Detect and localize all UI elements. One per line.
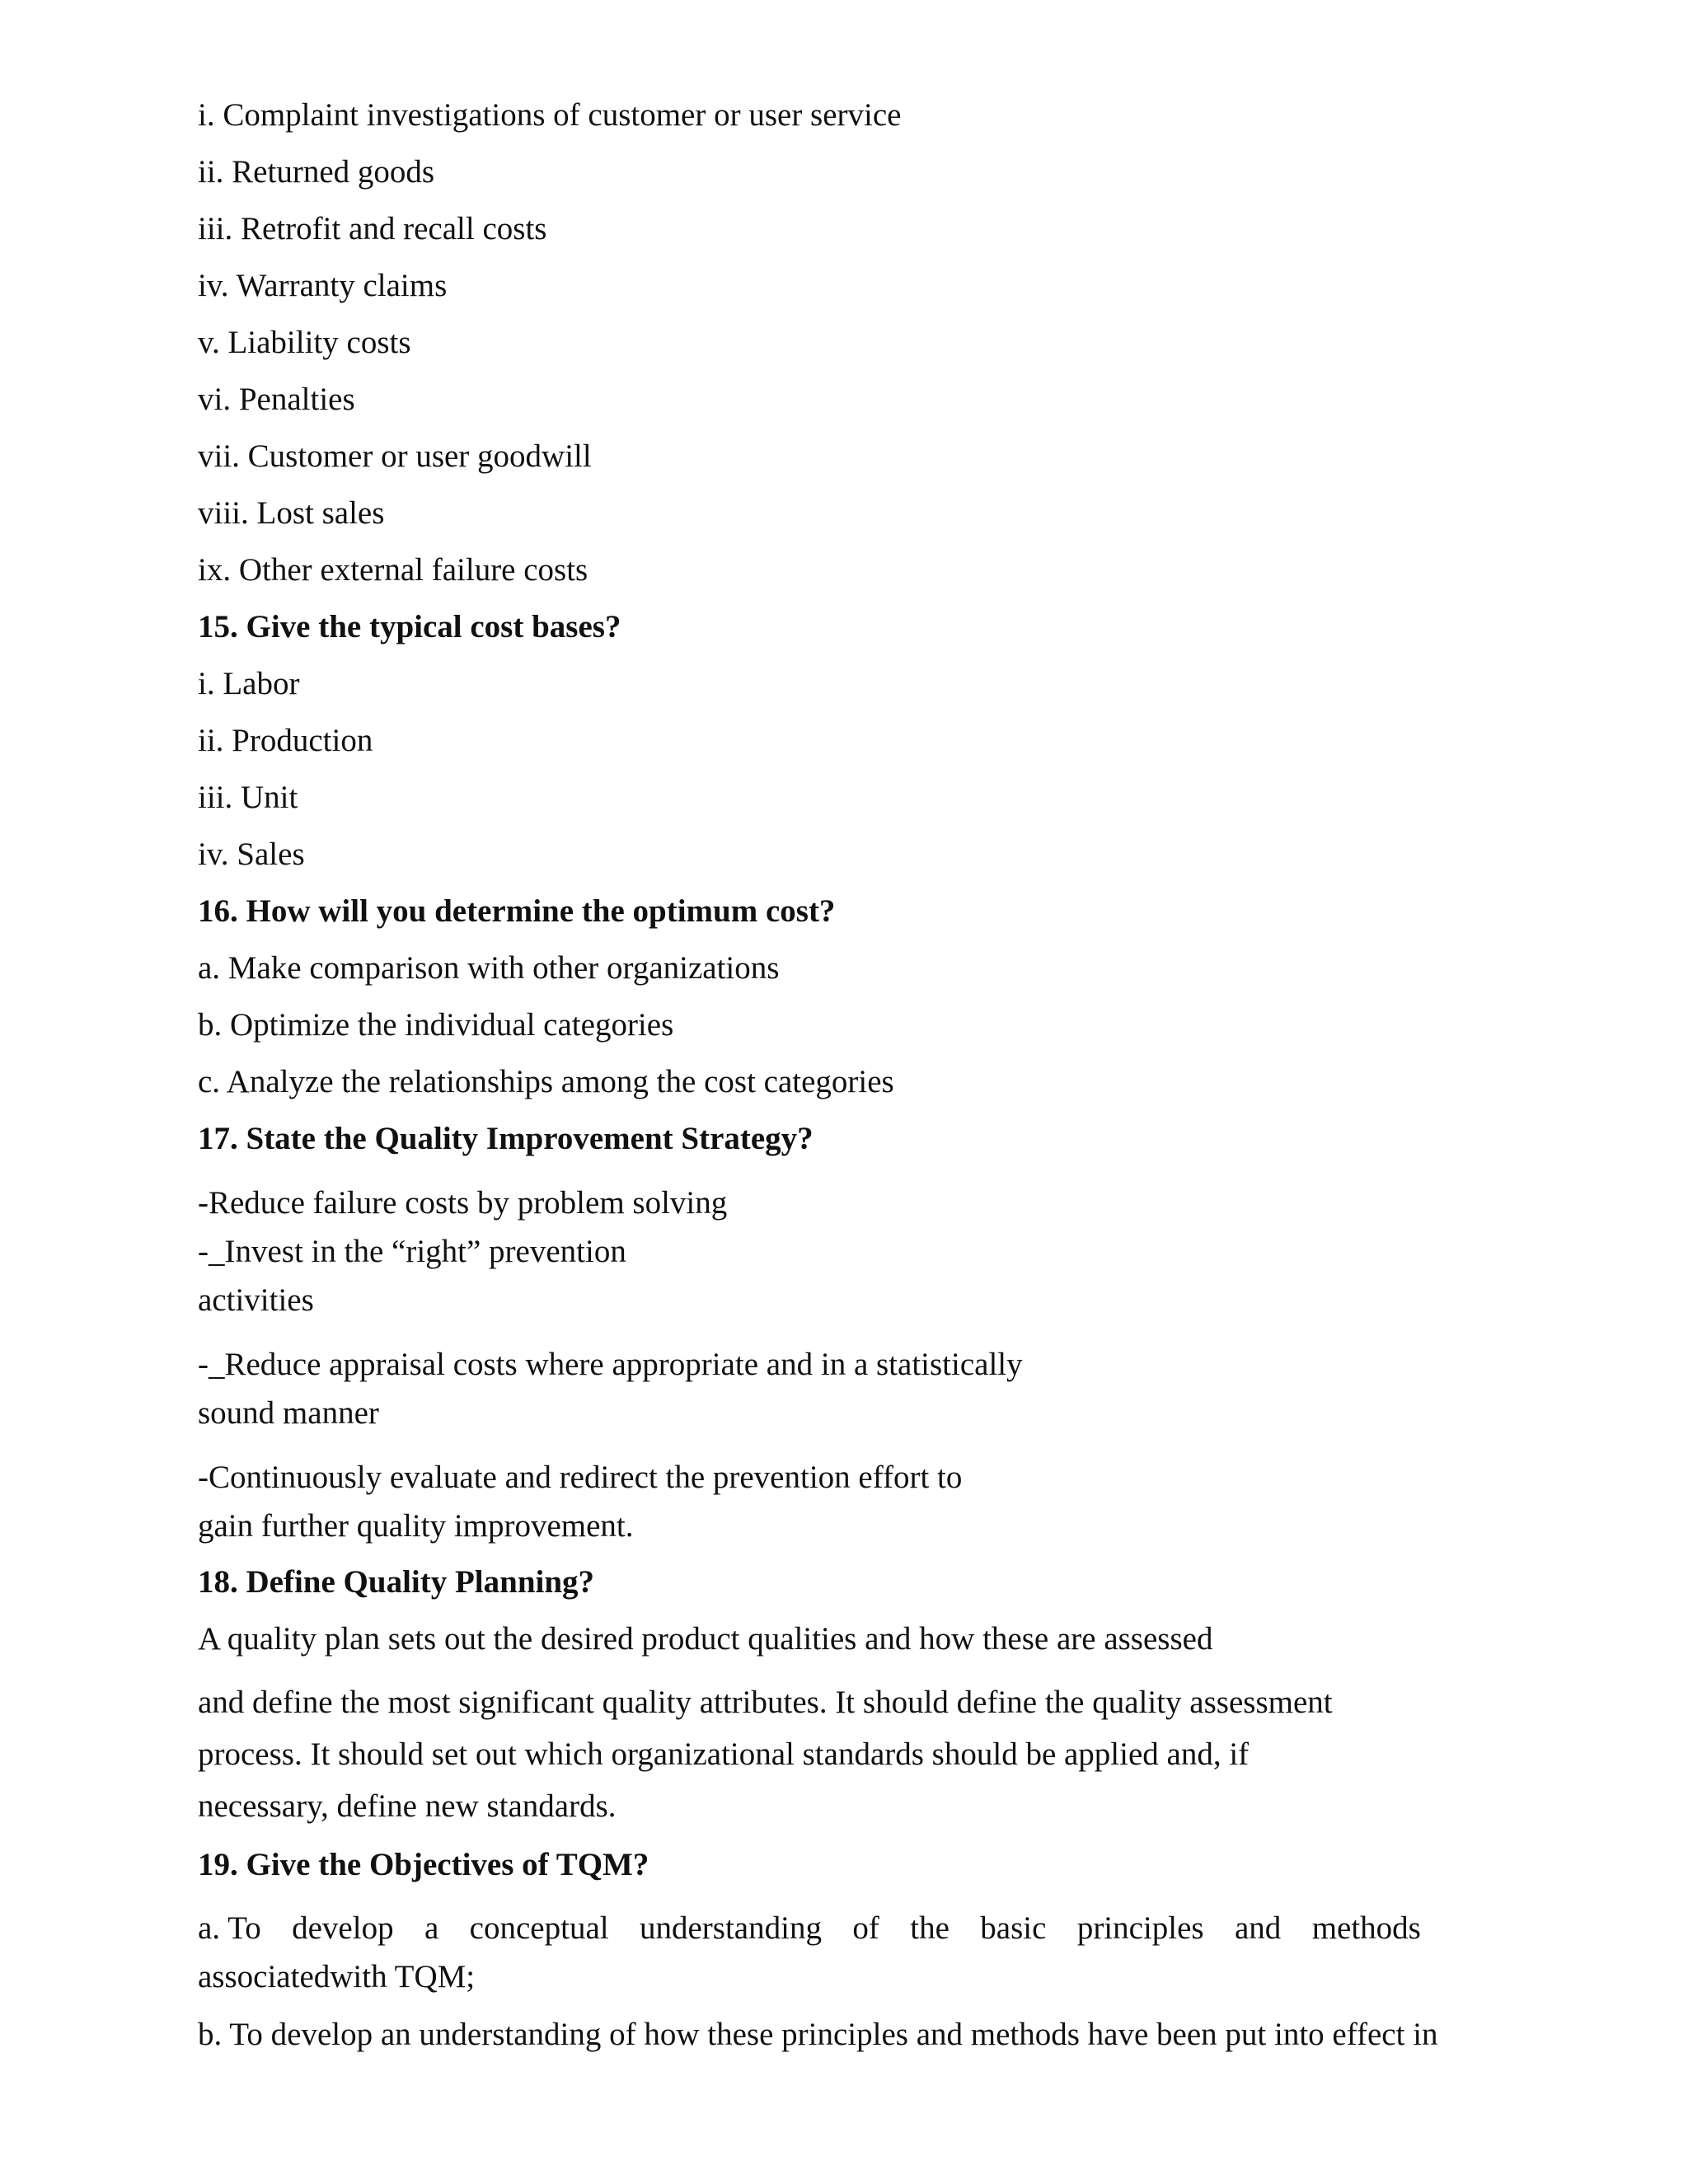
list-item: vi. Penalties (198, 382, 355, 417)
word: conceptual (469, 1910, 609, 1946)
paragraph-line: necessary, define new standards. (198, 1788, 617, 1824)
paragraph-line: and define the most significant quality attributes. It should define the quality assessment (198, 1685, 1333, 1720)
word: a. To (198, 1910, 261, 1946)
word: develop (292, 1910, 394, 1946)
word: and (1235, 1910, 1282, 1946)
question-heading-15: 15. Give the typical cost bases? (198, 609, 621, 644)
list-item: c. Analyze the relationships among the cost categories (198, 1064, 894, 1099)
question-heading-17: 17. State the Quality Improvement Strategy? (198, 1121, 814, 1156)
paragraph-line: A quality plan sets out the desired product qualities and how these are assessed (198, 1621, 1213, 1657)
list-item: ii. Returned goods (198, 154, 435, 190)
list-item: i. Complaint investigations of customer or user service (198, 97, 902, 133)
list-item: iv. Sales (198, 837, 305, 872)
paragraph-line: process. It should set out which organizational standards should be applied and, if (198, 1736, 1250, 1772)
strategy-line: -_Invest in the “right” prevention (198, 1234, 626, 1269)
strategy-line: gain further quality improvement. (198, 1508, 634, 1544)
objective-b-line: b. To develop an understanding of how these principles and methods have been put into effect in (198, 2017, 1438, 2052)
strategy-line: -Continuously evaluate and redirect the prevention effort to (198, 1460, 963, 1495)
strategy-line: -Reduce failure costs by problem solving (198, 1185, 728, 1221)
list-item: iii. Retrofit and recall costs (198, 211, 547, 246)
word: methods (1311, 1910, 1421, 1946)
word: of (852, 1910, 879, 1946)
word: the (910, 1910, 950, 1946)
list-item: ii. Production (198, 723, 373, 758)
list-item: iii. Unit (198, 780, 298, 815)
objective-a-continuation: associatedwith TQM; (198, 1959, 476, 1994)
list-item: viii. Lost sales (198, 495, 385, 531)
list-item: vii. Customer or user goodwill (198, 438, 592, 474)
list-item: v. Liability costs (198, 325, 411, 360)
objective-a-line (198, 1910, 1421, 1947)
strategy-line: -_Reduce appraisal costs where appropriate and in a statistically (198, 1347, 1023, 1382)
list-item: b. Optimize the individual categories (198, 1007, 674, 1043)
question-heading-18: 18. Define Quality Planning? (198, 1564, 595, 1600)
list-item: a. Make comparison with other organizations (198, 950, 780, 986)
list-item: i. Labor (198, 666, 300, 701)
word: principles (1076, 1910, 1204, 1946)
strategy-line: sound manner (198, 1395, 379, 1431)
list-item: iv. Warranty claims (198, 268, 448, 303)
question-heading-16: 16. How will you determine the optimum cost? (198, 893, 836, 929)
question-heading-19: 19. Give the Objectives of TQM? (198, 1847, 649, 1882)
word: understanding (639, 1910, 822, 1946)
list-item: ix. Other external failure costs (198, 552, 588, 588)
word: basic (980, 1910, 1047, 1946)
word: a (424, 1910, 439, 1946)
strategy-line: activities (198, 1282, 314, 1318)
